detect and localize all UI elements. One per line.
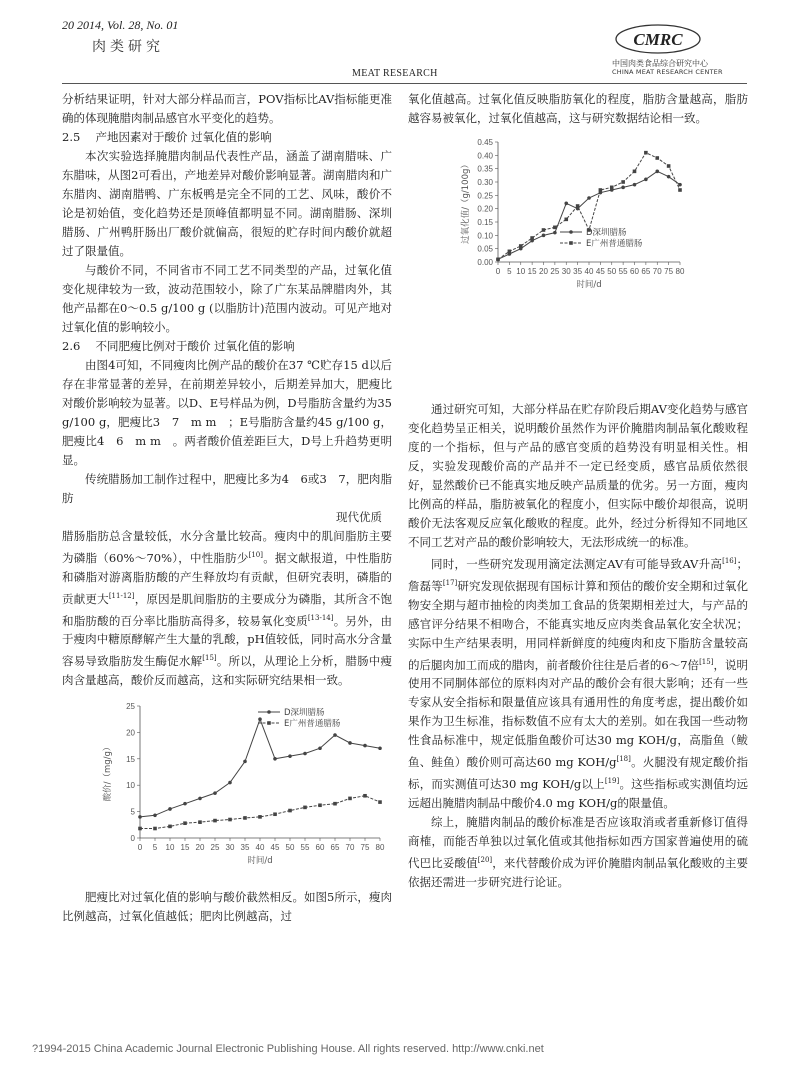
- data-point: [213, 819, 217, 823]
- data-point: [553, 226, 557, 230]
- x-tick-label: 30: [561, 267, 571, 276]
- data-point: [303, 806, 307, 810]
- y-axis-label: 过氧化值/（g/100g）: [461, 160, 471, 244]
- acid-value-chart: [62, 696, 392, 874]
- x-axis-label: 时间/d: [247, 856, 273, 867]
- data-point: [288, 755, 292, 759]
- data-point: [655, 156, 659, 160]
- text-span: 研究发现依据现有国标计算和预估的酸价安全期和过氧化物安全期与超市抽检的肉类加工食品的货架期相差过大，与产品的感官评分结果不相吻合，不能真实地反应肉类食品氧化安全状况；实际中生产结果表明，用同样新鲜度的纯瘦肉和皮下脂肪含量较高的后腿肉加工而成的腊肉，前者酸价往往是后者的6～7倍: [408, 578, 748, 672]
- data-point: [519, 244, 523, 248]
- page-volume: 20 2014, Vol. 28, No. 01: [62, 18, 179, 32]
- y-tick-label: 15: [126, 755, 135, 765]
- x-tick-label: 0: [495, 267, 501, 276]
- legend-label: E广州普通腊肠: [586, 239, 643, 249]
- text-span: 同时，一些研究发现用滴定法测定AV有可能导致AV升高: [431, 556, 723, 571]
- footer: ?1994-2015 China Academic Journal Electronic Publishing House. All rights reserved. http://www.cnki.net: [32, 1043, 544, 1055]
- data-point: [198, 821, 202, 825]
- legend-label: D深圳腊肠: [284, 708, 325, 719]
- data-point: [213, 792, 217, 796]
- paragraph: [408, 552, 748, 813]
- text-span: 腊肠脂肪总含量较低，水分含量比较高。瘦肉中的肌间脂肪主要为磷脂（60%～70%），中性脂肪少: [62, 529, 392, 565]
- legend-label: E广州普通腊肠: [284, 719, 341, 730]
- citation: [18]: [616, 755, 631, 764]
- journal-title-en: MEAT RESEARCH: [352, 68, 438, 79]
- logo-en: CHINA MEAT RESEARCH CENTER: [612, 68, 723, 76]
- paragraph: 与酸价不同，不同省市不同工艺不同类型的产品，过氧化值变化规律较为一致，波动范围较小，除了广东某品牌腊肉外，其他产品都在0～0.5 g/100 g (以脂肪计)范围内波动。可见产地对过氧化值的影响较小。: [62, 263, 392, 334]
- right-column: [408, 90, 748, 892]
- citation: [11-12]: [108, 591, 135, 600]
- paragraph: 传统腊肠加工制作过程中，肥瘦比多为4 6或3 7，肥肉脂肪: [62, 472, 392, 505]
- text-span: ；詹磊等: [408, 556, 748, 593]
- data-point: [258, 815, 262, 819]
- data-point: [564, 202, 568, 206]
- paragraph-fragment: 现代优质: [336, 510, 382, 524]
- data-point: [228, 781, 232, 785]
- paragraph: 氧化值越高。过氧化值反映脂肪氧化的程度，脂肪含量越高，脂肪越容易被氧化，过氧化值越高，这与研究数据结论相一致。: [408, 92, 748, 125]
- citation: [16]: [722, 557, 737, 565]
- data-point: [303, 752, 307, 756]
- data-point: [587, 196, 591, 200]
- journal-title-cn: 肉类研究: [92, 39, 164, 55]
- data-point: [198, 797, 202, 801]
- citation: [19]: [604, 777, 620, 786]
- data-point: [667, 164, 671, 168]
- y-tick-label: 0.15: [477, 218, 493, 227]
- y-tick-label: 0.25: [477, 191, 493, 201]
- text-span: 。另外，由于瘦肉中糖原酵解产生大量的乳酸，pH值较低，同时高水分含量容易导致脂肪发生酶促水解: [62, 613, 393, 669]
- x-tick-label: 55: [300, 843, 310, 853]
- legend-marker: [267, 711, 271, 715]
- cmrc-logo: [612, 22, 762, 58]
- data-point: [183, 802, 187, 806]
- data-point: [378, 747, 382, 751]
- x-tick-label: 25: [550, 267, 560, 276]
- x-tick-label: 35: [240, 843, 250, 853]
- x-tick-label: 35: [573, 267, 583, 276]
- x-tick-label: 80: [375, 843, 385, 853]
- citation: [20]: [477, 856, 493, 865]
- text-span: ，来代替酸价成为评价腌腊肉制品氧化酸败的主要依据还需进一步研究进行论证。: [408, 855, 749, 889]
- citation: [13-14]: [307, 613, 334, 622]
- data-point: [576, 204, 580, 208]
- y-tick-label: 0.45: [477, 138, 493, 147]
- data-point: [318, 747, 322, 751]
- y-tick-label: 0.05: [477, 244, 493, 254]
- text-span: 。这些指标或实测值均远远超出腌腊肉制品中酸价4.0 mg KOH/g的限量值。: [408, 777, 748, 811]
- x-tick-label: 45: [270, 843, 280, 853]
- legend-label: D深圳腊肠: [586, 228, 627, 238]
- x-tick-label: 5: [152, 843, 158, 853]
- series-line: [140, 720, 380, 818]
- data-point: [633, 170, 637, 174]
- text-span: ，说明使用不同胴体部位的原料肉对产品的酸价会有很大影响；还有一些专家从安全指标和限量值应该具有通用性的角度考虑，提出酸价如果作为卫生标准，指标数值不应有太大的差别。如在我国一些动物性食品标准中，规定低脂鱼酸价可达30 mg KOH/g，高脂鱼（鲅鱼、鲑鱼）酸价则可高达60 mg KOH/g: [408, 657, 749, 770]
- figure-acid-value: [62, 696, 392, 880]
- data-point: [288, 809, 292, 813]
- data-point: [273, 757, 277, 761]
- x-tick-label: 5: [507, 267, 512, 276]
- y-tick-label: 0.30: [477, 178, 493, 187]
- paragraph: 通过研究可知，大部分样品在贮存阶段后期AV变化趋势与感官变化趋势呈正相关，说明酸价虽然作为评价腌腊肉制品氧化酸败程度的一个指标，但与产品的感官变质的趋势没有明显相关性。相反，实验发现酸价高的产品并不一定已经变质，感官品质依然很好，显然酸价已不能真实地反映产品质量的优劣。另一方面，瘦肉比例高的样品，脂肪被氧化的程度小，但实际中酸价却很高，说明酸价无法客观反应氧化酸败的程度。此外，经过分析得知不同地区不同工艺对产品的酸价影响较大，无法形成统一的标准。: [408, 402, 748, 549]
- y-tick-label: 25: [126, 702, 135, 712]
- figure-spacer: [408, 306, 748, 400]
- figure-peroxide-value: [428, 134, 748, 300]
- x-axis-label: 时间/d: [576, 280, 602, 290]
- y-tick-label: 0.35: [477, 164, 493, 174]
- x-tick-label: 25: [210, 843, 220, 853]
- data-point: [599, 188, 603, 192]
- series-line: [140, 796, 380, 829]
- y-tick-label: 5: [130, 807, 135, 817]
- data-point: [273, 813, 277, 817]
- x-tick-label: 20: [539, 267, 548, 276]
- x-tick-label: 75: [360, 843, 370, 853]
- data-point: [542, 228, 546, 232]
- data-point: [553, 231, 557, 235]
- x-tick-label: 10: [165, 843, 175, 853]
- data-point: [243, 760, 247, 764]
- x-tick-label: 15: [527, 267, 537, 276]
- x-tick-label: 80: [675, 267, 685, 276]
- x-tick-label: 65: [330, 843, 340, 853]
- citation: [10]: [248, 551, 263, 559]
- x-tick-label: 65: [641, 267, 651, 276]
- data-point: [633, 183, 637, 187]
- logo-cn: 中国肉类食品综合研究中心: [612, 59, 708, 68]
- y-tick-label: 10: [126, 781, 135, 791]
- x-tick-label: 40: [255, 843, 265, 853]
- x-tick-label: 60: [315, 843, 325, 853]
- paragraph: 本次实验选择腌腊肉制品代表性产品，涵盖了湖南腊味、广东腊味，从图2可看出，产地差异对酸价影响显著。湖南腊肉和广东腊肉、湖南腊鸭、广东板鸭是完全不同的工艺、风味，酸价不论是初始值，变化趋势还是顶峰值都明显不同。湖南腊肠、深圳腊肠、广州鸭肝肠出厂酸价就偏高，很短的贮存时间内酸价就超过了限量值。: [62, 149, 392, 258]
- data-point: [530, 236, 534, 240]
- data-point: [644, 178, 648, 182]
- data-point: [153, 814, 157, 818]
- data-point: [363, 744, 367, 748]
- y-tick-label: 0.20: [477, 204, 493, 214]
- paragraph: [408, 813, 748, 892]
- data-point: [168, 825, 172, 829]
- legend-marker: [569, 230, 573, 234]
- left-column: [62, 90, 392, 926]
- y-tick-label: 0: [130, 834, 135, 844]
- text-span: 。火腿没有规定酸价指标，而实测值可达30 mg KOH/g以上: [408, 755, 749, 792]
- data-point: [138, 815, 142, 819]
- header-rule: [62, 83, 747, 84]
- section-heading-2-6: 2.6 不同肥瘦比例对于酸价 过氧化值的影响: [62, 339, 295, 353]
- peroxide-value-chart: [428, 134, 688, 294]
- x-tick-label: 15: [180, 843, 190, 853]
- y-axis-label: 酸价/（mg/g）: [103, 742, 113, 802]
- data-point: [183, 822, 187, 826]
- data-point: [542, 234, 546, 238]
- data-point: [168, 807, 172, 811]
- text-span: 。据文献报道，中性脂肪和磷脂对游离脂肪酸的产生释放均有贡献，但研究表明，磷脂的贡献更大: [62, 550, 392, 606]
- data-point: [508, 250, 512, 254]
- data-point: [138, 827, 142, 831]
- data-point: [333, 734, 337, 738]
- data-point: [333, 802, 337, 806]
- x-tick-label: 50: [607, 267, 617, 276]
- y-tick-label: 0.40: [477, 151, 493, 161]
- paragraph: 肥瘦比对过氧化值的影响与酸价截然相反。如图5所示，瘦肉比例越高，过氧化值越低；肥肉比例越高，过: [62, 890, 392, 924]
- data-point: [621, 180, 625, 184]
- data-point: [564, 218, 568, 222]
- x-tick-label: 20: [195, 843, 205, 853]
- y-tick-label: 0.10: [477, 231, 493, 241]
- citation: [15]: [202, 654, 217, 663]
- y-tick-label: 0.00: [477, 258, 493, 267]
- data-point: [243, 816, 247, 820]
- data-point: [363, 794, 367, 798]
- data-point: [655, 170, 659, 174]
- citation: [17]: [442, 578, 458, 587]
- data-point: [378, 801, 382, 805]
- data-point: [621, 186, 625, 190]
- logo-text: CMRC: [633, 30, 683, 49]
- data-point: [258, 718, 262, 722]
- x-tick-label: 75: [664, 267, 674, 276]
- data-point: [678, 183, 682, 187]
- paragraph: [62, 527, 392, 690]
- data-point: [348, 797, 352, 801]
- section-heading-2-5: 2.5 产地因素对于酸价 过氧化值的影响: [62, 130, 272, 144]
- x-tick-label: 70: [345, 843, 355, 853]
- y-tick-label: 20: [126, 728, 135, 738]
- x-tick-label: 55: [618, 267, 628, 276]
- data-point: [644, 151, 648, 155]
- text-span: 。所以，从理论上分析，腊肠中瘦肉含量越高，酸价反而越高，这和实际研究结果相一致。: [62, 654, 393, 688]
- x-tick-label: 10: [516, 267, 526, 276]
- data-point: [348, 741, 352, 745]
- data-point: [318, 804, 322, 808]
- data-point: [667, 175, 671, 179]
- legend-marker: [267, 722, 271, 726]
- x-tick-label: 60: [630, 267, 639, 276]
- x-tick-label: 70: [652, 267, 662, 276]
- data-point: [153, 827, 157, 831]
- x-tick-label: 45: [595, 267, 605, 276]
- text-span: 综上，腌腊肉制品的酸价标准是否应该取消或者重新修订值得商榷，而能否单独以过氧化值或其他指标如西方国家普遍使用的硫代巴比妥酸值: [408, 815, 748, 870]
- paragraph: 由图4可知，不同瘦肉比例产品的酸价在37 ℃贮存15 d以后存在非常显著的差异，在前期差异较小，后期差异加大，肥瘦比对酸价影响较为显著。以D、E号样品为例，D号脂肪含量约为35 g/100 g，肥瘦比3 7 m m ；E号脂肪含量约45 g/100 g，肥瘦比4 6 m m 。两者酸价值差距巨大，D号上升趋势更明显。: [62, 358, 392, 467]
- legend-marker: [569, 241, 573, 245]
- data-point: [678, 188, 682, 192]
- x-tick-label: 40: [584, 267, 594, 276]
- text-span: ，原因是肌间脂肪的主要成分为磷脂，其所含不饱和脂肪酸的百分率比脂肪高得多，较易氧化变质: [62, 591, 393, 628]
- x-tick-label: 0: [137, 843, 143, 853]
- data-point: [228, 818, 232, 822]
- citation: [15]: [699, 657, 714, 666]
- data-point: [610, 186, 614, 190]
- x-tick-label: 30: [225, 843, 235, 853]
- paragraph: 分析结果证明，针对大部分样品而言，POV指标比AV指标能更准确的体现腌腊肉制品感官水平变化的趋势。: [62, 92, 392, 125]
- x-tick-label: 50: [285, 843, 295, 853]
- data-point: [496, 258, 500, 262]
